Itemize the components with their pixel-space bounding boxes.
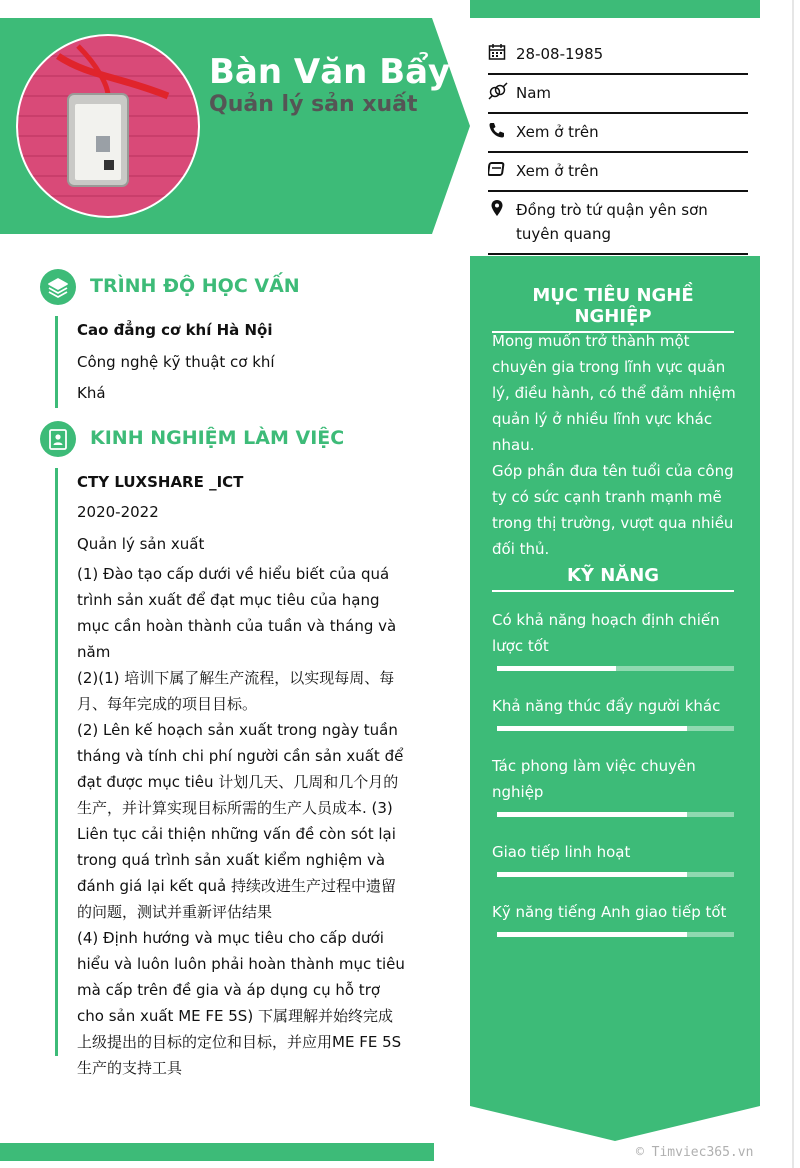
education-school: Cao đẳng cơ khí Hà Nội	[77, 321, 273, 339]
experience-company: CTY LUXSHARE _ICT	[77, 473, 244, 491]
experience-description-item: (2) Lên kế hoạch sản xuất trong ngày tuần tháng và tính chi phí người cần sản xuất để đạt được mục tiêu 计划几天、几周和几个月的生产，并计算实现目标所需的生产人员成本. (3) Liên tục cải thiện những vấn đề còn sót lại trong quá trình sản xuất kiểm nghiệm và đánh giá lại kết quả 持续改进生产过程中遗留的问题，测试并重新评估结果	[77, 721, 404, 921]
skill-level-fill	[497, 872, 687, 877]
skill-name: Giao tiếp linh hoạt	[492, 843, 631, 861]
skill-item	[492, 693, 734, 731]
watermark: © Timviec365.vn	[636, 1145, 754, 1160]
skill-item	[492, 899, 734, 937]
experience-description-item: (4) Định hướng và mục tiêu cho cấp dưới hiểu và luôn luôn phải hoàn thành mục tiêu mà cấp trên đề gia và áp dụng cụ hỗ trợ cho sản xuất ME FE 5S) 下属理解并始终完成上级提出的目标的定位和目标，并应用ME FE 5S生产的支持工具	[77, 929, 405, 1077]
experience-timeline-line	[55, 468, 58, 1056]
career-goal-text	[492, 328, 740, 562]
experience-body	[77, 469, 407, 1081]
education-timeline-line	[55, 316, 58, 408]
experience-period: 2020-2022	[77, 503, 159, 521]
experience-heading: KINH NGHIỆM LÀM VIỆC	[90, 427, 345, 449]
skill-item	[492, 839, 734, 877]
skills-heading: KỸ NĂNG	[492, 565, 734, 592]
skill-level-fill	[497, 726, 687, 731]
experience-description-item: (2)(1) 培训下属了解生产流程，以实现每周、每月、每年完成的项目目标。	[77, 669, 395, 713]
education-icon	[40, 269, 76, 305]
education-major: Công nghệ kỹ thuật cơ khí	[77, 353, 275, 371]
education-grade: Khá	[77, 384, 106, 402]
contact-phone	[488, 114, 748, 153]
skill-name: Có khả năng hoạch định chiến lược tốt	[492, 611, 720, 655]
skill-level-bar	[497, 812, 734, 817]
avatar	[18, 36, 198, 216]
skill-item	[492, 607, 734, 671]
phone-icon	[488, 121, 506, 139]
location-pin-icon	[488, 199, 506, 217]
right-top-bar	[470, 0, 760, 18]
skill-item	[492, 753, 734, 817]
candidate-job-title: Quản lý sản xuất	[209, 92, 418, 117]
career-goal-paragraph: Góp phần đưa tên tuổi của công ty có sức cạnh tranh mạnh mẽ trong thị trường, vượt qua nhiều đối thủ.	[492, 462, 734, 558]
calendar-icon	[488, 43, 506, 61]
contact-text: 28-08-1985	[516, 45, 604, 63]
contact-text: Xem ở trên	[516, 123, 599, 141]
footer-bar	[0, 1143, 434, 1161]
page-edge-line	[792, 0, 794, 1168]
skill-name: Khả năng thúc đẩy người khác	[492, 697, 721, 715]
contact-birthdate	[488, 36, 748, 75]
skill-level-bar	[497, 726, 734, 731]
email-icon	[488, 160, 506, 178]
career-goal-paragraph: Mong muốn trở thành một chuyên gia trong lĩnh vực quản lý, điều hành, có thể đảm nhiệm quản lý ở nhiều lĩnh vực khác nhau.	[492, 332, 736, 454]
contact-text: Xem ở trên	[516, 162, 599, 180]
contact-text: Nam	[516, 84, 552, 102]
education-heading: TRÌNH ĐỘ HỌC VẤN	[90, 275, 300, 297]
contact-address	[488, 192, 748, 255]
skill-level-bar	[497, 666, 734, 671]
contact-gender	[488, 75, 748, 114]
skill-name: Kỹ năng tiếng Anh giao tiếp tốt	[492, 903, 727, 921]
contact-email	[488, 153, 748, 192]
skill-name: Tác phong làm việc chuyên nghiệp	[492, 757, 696, 801]
contact-list	[488, 36, 748, 255]
skill-level-bar	[497, 932, 734, 937]
experience-description-item: (1) Đào tạo cấp dưới về hiểu biết của quá trình sản xuất để đạt mục tiêu của hạng mục cần hoàn thành của tuần và tháng và năm	[77, 565, 397, 661]
work-experience-icon	[40, 421, 76, 457]
skill-level-bar	[497, 872, 734, 877]
skill-level-fill	[497, 932, 687, 937]
experience-position: Quản lý sản xuất	[77, 535, 205, 553]
career-goal-heading: MỤC TIÊU NGHỀ NGHIỆP	[492, 285, 734, 333]
candidate-name: Bàn Văn Bẩy	[209, 52, 451, 92]
gender-icon	[488, 82, 506, 100]
contact-text: Đồng trò tứ quận yên sơn tuyên quang	[516, 201, 708, 243]
skill-level-fill	[497, 812, 687, 817]
skill-level-fill	[497, 666, 616, 671]
education-body	[77, 317, 407, 406]
